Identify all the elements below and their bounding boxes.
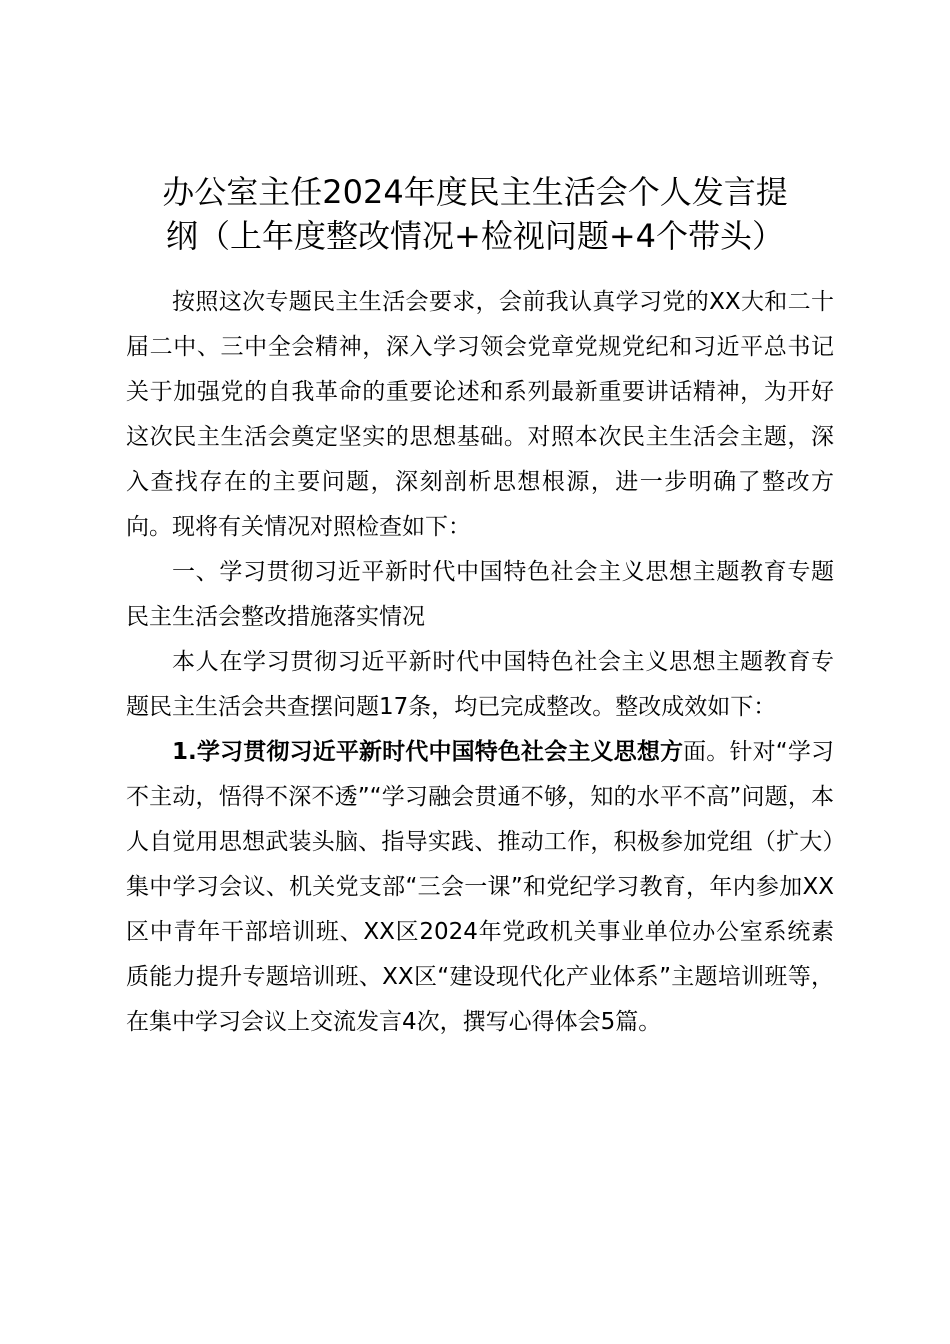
item-1-lead: 1.学习贯彻习近平新时代中国特色社会主义思想方	[172, 739, 684, 765]
document-body	[126, 280, 834, 1045]
item-1-text: 面。针对“学习不主动，悟得不深不透”“学习融会贯通不够，知的水平不高”问题，本人自觉用思想武装头脑、指导实践、推动工作，积极参加党组（扩大）集中学习会议、机关党支部“三会一课”和党纪学习教育，年内参加XX区中青年干部培训班、XX区2024年党政机关事业单位办公室系统素质能力提升专题培训班、XX区“建设现代化产业体系”主题培训班等，在集中学习会议上交流发言4次，撰写心得体会5篇。	[126, 739, 834, 1035]
document-title	[110, 170, 840, 258]
item-1-paragraph	[126, 730, 834, 1045]
title-line-2: 纲（上年度整改情况+检视问题+4个带头）	[166, 217, 784, 255]
intro-paragraph: 按照这次专题民主生活会要求，会前我认真学习党的XX大和二十届二中、三中全会精神，深入学习领会党章党规党纪和习近平总书记关于加强党的自我革命的重要论述和系列最新重要讲话精神，为开好这次民主生活会奠定坚实的思想基础。对照本次民主生活会主题，深入查找存在的主要问题，深刻剖析思想根源，进一步明确了整改方向。现将有关情况对照检查如下：	[126, 289, 834, 540]
section-summary-paragraph: 本人在学习贯彻习近平新时代中国特色社会主义思想主题教育专题民主生活会共查摆问题17条，均已完成整改。整改成效如下：	[126, 649, 834, 720]
section-heading-1: 一、学习贯彻习近平新时代中国特色社会主义思想主题教育专题民主生活会整改措施落实情况	[126, 559, 834, 630]
title-line-1: 办公室主任2024年度民主生活会个人发言提	[162, 173, 788, 211]
